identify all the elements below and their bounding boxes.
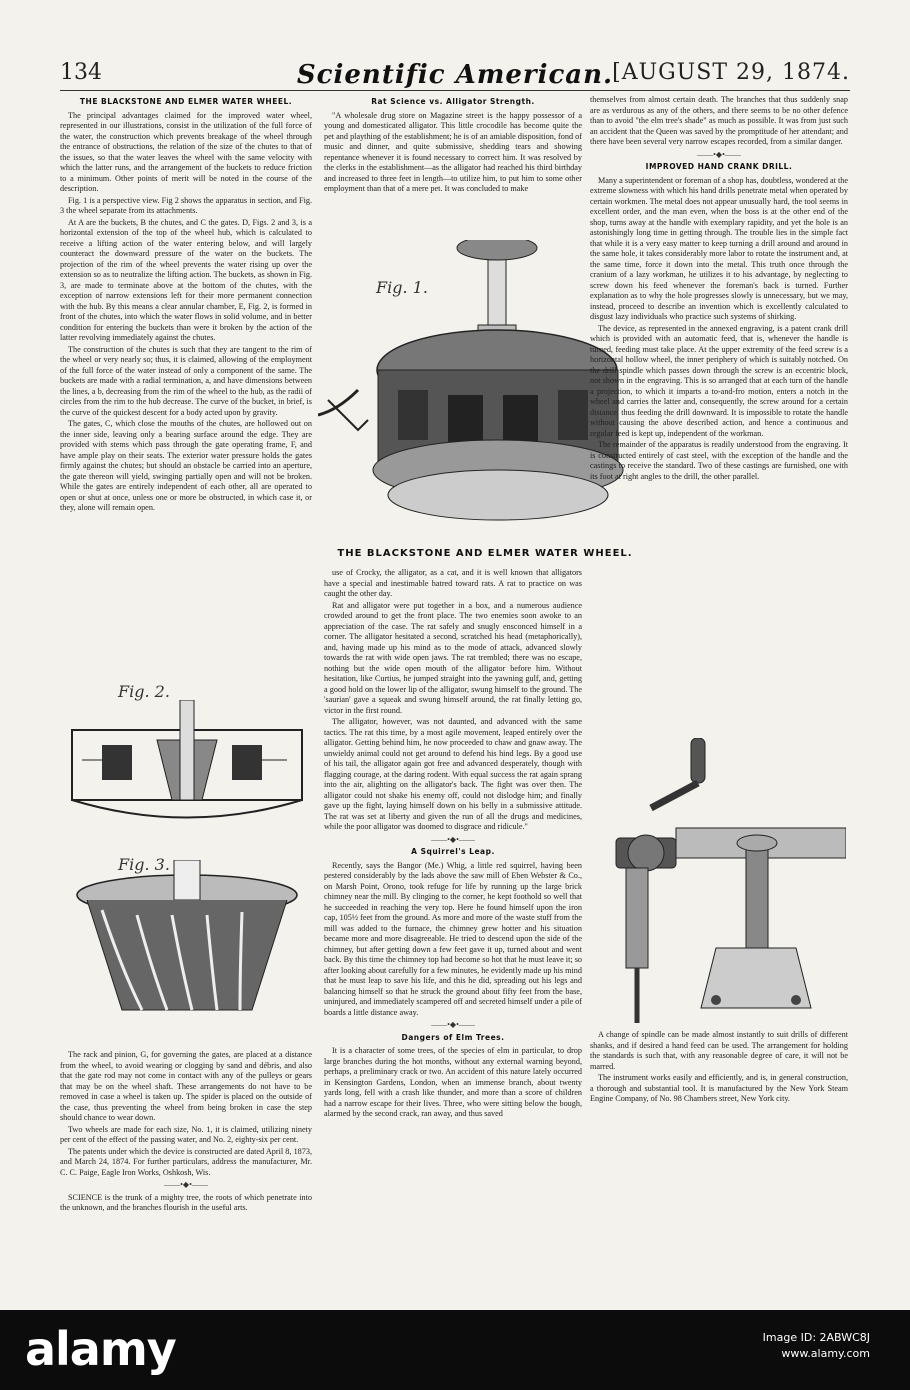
crank-drill-illustration (596, 738, 846, 1028)
paragraph: Two wheels are made for each size, No. 1, it is claimed, utilizing ninety per cent of the effect of the passing water, and No. 2, eighty-six per cent. (60, 1124, 312, 1144)
column-3-top (590, 95, 848, 733)
article-heading-elm-trees: Dangers of Elm Trees. (401, 1032, 505, 1042)
paragraph: Recently, says the Bangor (Me.) Whig, a little red squirrel, having been pestered considerably by the lads above the saw mill of Eben Webster & Co., on Marsh Point, Orono, took refuge for life by running up the large brick chimney near the mill. By clinging to the corner, he kept foothold so well that he succeeded in reaching the very top. Here he found himself upon the iron cap, 105½ feet from the ground. As more and more of the waste stuff from the mill was added to the furnace, the chimney grew hotter and his situation became more and more disagreeable. He tried to descend upon the side of the chimney, but after getting down a few feet gave it up, turned about and went back. By this time the chimney top had become so hot that he must leave it; so after looking about carefully for a few minutes, he evidently made up his mind that he must leap to save his life, and this he did, spreading out his legs and balancing himself so that he struck the ground about fifty feet from the base, uninjured, and immediately scampered off and secreted himself under a pile of boards a little distance away. (324, 860, 582, 1017)
paragraph: At A are the buckets, B the chutes, and C the gates. D, Figs. 2 and 3, is a horizontal extension of the top of the wheel hub, which is calculated to receive a lifting action of the water entering below, and will largely counteract the downward pressure of the water on the buckets. The projection of the rim of the wheel prevents the water rising up over the extension so as to neutralize the lifting action. The buckets, as shown in Fig. 3, are made to terminate above at the bottom of the chutes, with the exception of narrow extensions left for their more permanent connection with the hub. By this means a clear annular chamber, E, Fig. 2, is formed in front of the chutes, into which the water flows in solid volume, and in better condition for entering the buckets than were it broken by the action of the latter revolving immediately against the chutes. (60, 217, 312, 342)
page-number: 134 (60, 60, 102, 85)
paragraph: Many a superintendent or foreman of a shop has, doubtless, wondered at the extreme slowness with which his hand drills penetrate metal when operated by certain workmen. The metal does not appear unusually hard, the tool seems in excellent order, and the man even, when the boss is at the other end of the shop, turns away at the handle with exemplary rapidity, and yet the hole is an astonishingly long time in getting through. The trouble lies in the simple fact that while it is a very easy matter to keep turning a drill around and around in the same hole, it takes considerably more labor to rotate the instrument and, at the same time, force it down into the metal. This truth once through the cranium of a lazy workman, he utilizes it to his advantage, by neglecting to screw down his feed whenever the foreman's back is turned. Further explanation as to why the hole progresses slowly is unnecessary, but we may, instead, proceed to describe an invention which is excellently calculated to disgust lazy individuals who practice such systems of shirking. (590, 175, 848, 321)
fig2-label: Fig. 2. (118, 682, 170, 701)
ornament-divider: ——•◆•—— (431, 1020, 475, 1029)
article-heading-squirrel: A Squirrel's Leap. (411, 847, 495, 856)
paragraph: Rat and alligator were put together in a box, and a numerous audience crowded around to get the front place. The two enemies soon awoke to an appreciation of the case. The rat safely and snugly ensconced himself in a corner. The alligator hesitated a second, scratched his head (metaphorically), and, having made up his mind as to the mode of attack, advanced slowly towards the rat with wide open jaws. The rat trembled; there was no escape, nothing but the wide open mouth of the alligator before him. Without hesitation, like Curtius, he jumped straight into the yawning gulf, and, getting a good hold on the lower lip of the alligator, swung himself to the ground. The 'saurian' gave a squeak and swung himself around, the rat finally letting go, victor in the first round. (324, 600, 582, 715)
column-3-bottom (590, 1030, 848, 1295)
paragraph: It is a character of some trees, of the species of elm in particular, to drop large branches during the hot months, without any external warning beyond, perhaps, a preliminary crack or two. An accident of this nature lately occurred in Kensington Gardens, London, when an immense branch, about twenty yards long, fell with a crash like thunder, and more than a score of children had a narrow escape for their lives. Three, who were sitting below the bough, alarmed by the second crack, ran away, and thus saved (324, 1046, 582, 1118)
paragraph: The alligator, however, was not daunted, and advanced with the same tactics. The rat this time, by a most agile movement, leaped entirely over the alligator. Getting behind him, he now proceeded to chaw and gnaw away. The unwieldy animal could not get around to defend his hind legs. By a good use of his tail, the alligator again got free and advanced desperately, though with flagging courage, at the daring rodent. With equal success the rat again sprang into the air, alighting on the alligator's back. The fight was over then. The alligator could not shake his enemy off, could not dislodge him; and finally gave up the fight, laying himself down on his belly in a submissive attitude. The rat was set at liberty and given the run of all the drugs and medicines, while the poor alligator was doomed to disgrace and ridicule." (324, 717, 582, 831)
paragraph: The device, as represented in the annexed engraving, is a patent crank drill which is provided with an automatic feed, that is, whenever the handle is turned, feeding must take place. At the upper extremity of the feed screw is a horizontal hollow wheel, the inner periphery of which is suitably notched. On the drill spindle which passes down through the screw is an eccentric block, not shown in the engraving. This is so arranged that at each turn of the handle a projection, to which it imparts a to-and-fro motion, enters a notch in the wheel and carries the latter and, consequently, the screw around for a certain distance, thus feeding the drill downward. It is impossible to rotate the handle without causing the above described action, and hence a continuous and regular feed is kept up, independent of the workman. (590, 323, 848, 438)
column-1-bottom (60, 1050, 312, 1295)
alamy-logo: alamy (25, 1322, 176, 1376)
column-1-top (60, 95, 312, 695)
paragraph: The principal advantages claimed for the improved water wheel, represented in our illustrations, consist in the utilization of the full force of the water, the construction which prevents breakage of the wheel through the entrance of obstructions, the relation of the size of the chutes to that of the issues, so that the water leaves the wheel with the same velocity with which the latter runs, and the arrangement of the buckets to reduce friction to a minimum. Other points of merit will be noted in the course of the description. (60, 110, 312, 193)
paragraph: The remainder of the apparatus is readily understood from the engraving. It is constructed entirely of cast steel, with the exception of the handle and the castings to receive the standard. Two of these castings are furnished, one with its foot at right angles to the drill, the other parallel. (590, 440, 848, 481)
paragraph: The instrument works easily and efficiently, and is, in general construction, a thorough and substantial tool. It is manufactured by the New York Steam Engine Company, of No. 98 Chambers street, New York city. (590, 1073, 848, 1103)
article-heading-crank-drill: IMPROVED HAND CRANK DRILL. (645, 162, 793, 171)
paragraph: "A wholesale drug store on Magazine street is the happy possessor of a young and domesticated alligator. This little crocodile has become quite the pet and plaything of the establishment; he is of an amiable disposition, fond of music and dinner, and quite submissive, shedding tears and showing repentance whenever it is found necessary to correct him. It was resolved by the clerks in the establishment—as the alligator had reached his third birthday and increased to three feet in length—to utilize him, to put him to some other employment than that of a mere pet. It was concluded to make (324, 110, 582, 193)
watermark-id (763, 1330, 870, 1362)
image-id: Image ID: 2ABWC8J (762, 1331, 870, 1344)
fig3-label: Fig. 3. (118, 855, 170, 874)
fig1-label: Fig. 1. (376, 278, 428, 297)
paragraph: The gates, C, which close the mouths of the chutes, are hollowed out on the inner side, leaving only a bearing surface around the edge. They are provided with stems which pass through the gate operating frame, F, and have ample play on their seats. The exterior water pressure holds the gates firmly against the chutes; but should an obstacle be carried into an aperture, the gate thereon will yield, swinging partially open and will not be broken. While the gates are entirely independent of each other, all are operated to open or shut at once, unless one or more be obstructed, in which case it, or they, alone will remain open. (60, 419, 312, 512)
publication-title: Scientific American. (296, 60, 614, 90)
issue-date: [AUGUST 29, 1874. (612, 60, 850, 85)
masthead-rule (60, 90, 850, 91)
main-figure-caption: THE BLACKSTONE AND ELMER WATER WHEEL. (337, 548, 633, 559)
paragraph: SCIENCE is the trunk of a mighty tree, the roots of which penetrate into the unknown, and the branches flourish in the useful arts. (60, 1192, 312, 1212)
article-heading-rat-science: Rat Science vs. Alligator Strength. (371, 97, 535, 106)
fig3-illustration (62, 860, 312, 1040)
paragraph: Fig. 1 is a perspective view. Fig 2 shows the apparatus in section, and Fig. 3 the wheel separate from its attachments. (60, 195, 312, 215)
ornament-divider: ——•◆•—— (431, 834, 475, 844)
column-2-top (324, 95, 582, 235)
ornament-divider: ——•◆•—— (164, 1180, 208, 1189)
column-2-bottom (324, 568, 582, 1296)
ornament-divider: ——•◆•—— (697, 149, 741, 159)
watermark-url: www.alamy.com (781, 1347, 870, 1360)
paragraph: themselves from almost certain death. The branches that thus suddenly snap are as verdurous as any of the others, and there seems to be no other defence than to avoid "the elm tree's shade" as much as possible. It was from just such an accident that the Queen was saved by the promptitude of her attendant; and there have been several very narrow escapes recorded, from a similar danger. (590, 95, 848, 146)
paragraph: A change of spindle can be made almost instantly to suit drills of different shanks, and if desired a hand feed can be used. The arrangement for holding the standards is such that, with any reasonable degree of care, it will not be marred. (590, 1030, 848, 1071)
paragraph: The construction of the chutes is such that they are tangent to the rim of the wheel or very nearly so; thus, it is claimed, allowing of the employment of the full force of the water instead of only a component of the same. The buckets are made with a radial termination, a, and have dimensions between the lines, a b, decreasing from the rim of the wheel to the hub, as the radii of circles from the rim to the hub decrease. The curve of the bucket, in brief, is the curve of the quickest descent for a body acted upon by gravity. (60, 344, 312, 417)
fig2-illustration (62, 700, 312, 835)
paragraph: use of Crocky, the alligator, as a cat, and it is well known that alligators have a special and inestimable hatred toward rats. A rat to practice on was caught the other day. (324, 568, 582, 598)
article-heading-water-wheel: THE BLACKSTONE AND ELMER WATER WHEEL. (79, 97, 293, 106)
masthead (60, 60, 850, 90)
paragraph: The rack and pinion, G, for governing the gates, are placed at a distance from the wheel, to avoid wearing or clogging by sand and débris, and also that the gate rod may not come in contact with any of the pulleys or gears that may be on the wheel shaft. These arrangements do not have to be removed in case a wheel is taken up. The spider is placed on the outside of the case, thus preventing the wheel from being broken in case the step should chance to wear down. (60, 1050, 312, 1122)
paragraph: The patents under which the device is constructed are dated April 8, 1873, and March 24, 1874. For further particulars, address the manufacturer, Mr. C. C. Paige, Eagle Iron Works, Oshkosh, Wis. (60, 1146, 312, 1177)
